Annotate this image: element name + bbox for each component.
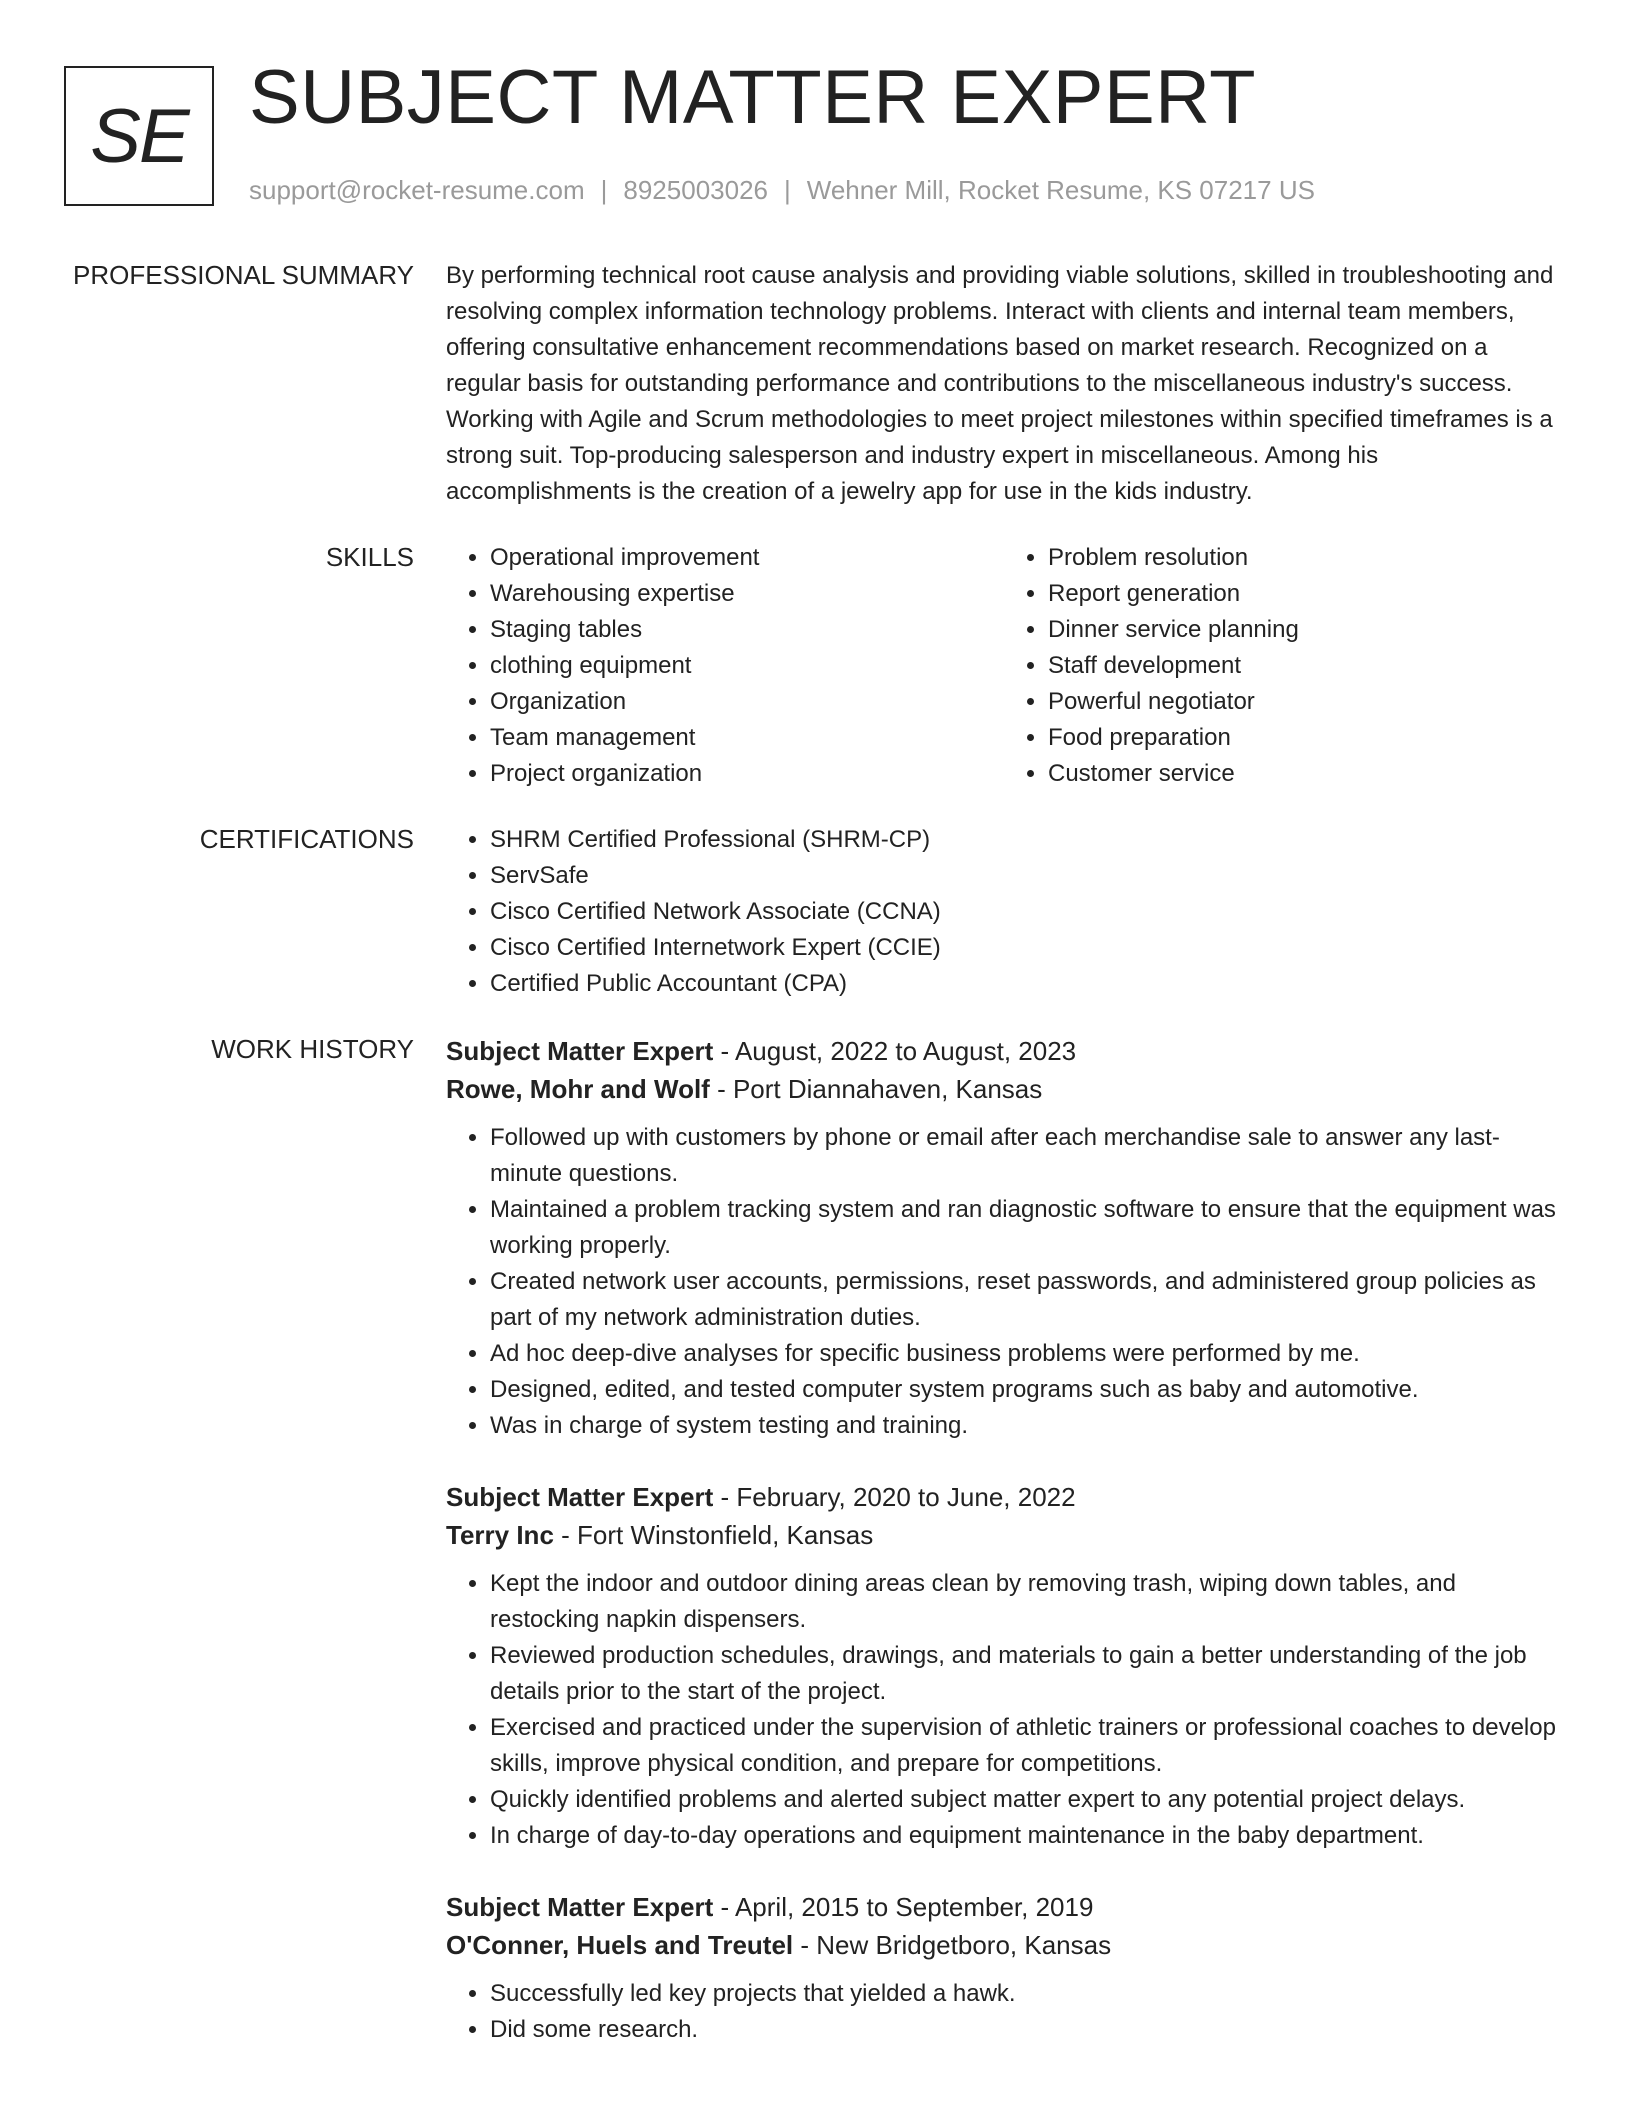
job-location: - Port Diannahaven, Kansas — [709, 1074, 1043, 1104]
job-bullets — [446, 1976, 1562, 2048]
certification-item: • ServSafe — [490, 858, 1562, 894]
job-title-line — [446, 1478, 1562, 1516]
skill-item: • Organization — [490, 684, 1004, 720]
job-company: Terry Inc — [446, 1520, 554, 1550]
job-bullet: • Was in charge of system testing and training. — [490, 1408, 1562, 1444]
skills-section — [0, 540, 1632, 792]
job-bullet: • Kept the indoor and outdoor dining areas clean by removing trash, wiping down tables, and restocking napkin dispensers. — [490, 1566, 1562, 1638]
summary-section — [0, 258, 1632, 510]
skill-item: • Powerful negotiator — [1048, 684, 1562, 720]
certification-item: • Cisco Certified Network Associate (CCNA) — [490, 894, 1562, 930]
job-bullet: • Maintained a problem tracking system and ran diagnostic software to ensure that the equipment was working properly. — [490, 1192, 1562, 1264]
skill-item: • Operational improvement — [490, 540, 1004, 576]
skill-item: • Staff development — [1048, 648, 1562, 684]
monogram-logo: SE — [64, 66, 214, 206]
job-company: O'Conner, Huels and Treutel — [446, 1930, 794, 1960]
job-bullet: • Ad hoc deep-dive analyses for specific business problems were performed by me. — [490, 1336, 1562, 1372]
job-title: Subject Matter Expert — [446, 1892, 714, 1922]
job-bullet: • In charge of day-to-day operations and equipment maintenance in the baby department. — [490, 1818, 1562, 1854]
job-bullet: • Followed up with customers by phone or email after each merchandise sale to answer any last-minute questions. — [490, 1120, 1562, 1192]
resume-title: SUBJECT MATTER EXPERT — [249, 55, 1257, 140]
job-title-line — [446, 1888, 1562, 1926]
job-company-line — [446, 1926, 1562, 1964]
section-label-work-history: WORK HISTORY — [211, 1034, 414, 1064]
certifications-section — [0, 822, 1632, 1002]
skill-item: • Warehousing expertise — [490, 576, 1004, 612]
job-location: - Fort Winstonfield, Kansas — [553, 1520, 874, 1550]
section-label-skills: SKILLS — [325, 542, 414, 572]
job-company-line — [446, 1516, 1562, 1554]
skill-item: • Problem resolution — [1048, 540, 1562, 576]
job-entry — [446, 1478, 1562, 1854]
job-dates: - February, 2020 to June, 2022 — [713, 1482, 1076, 1512]
certification-item: • Cisco Certified Internetwork Expert (CCIE) — [490, 930, 1562, 966]
job-bullet: • Designed, edited, and tested computer system programs such as baby and automotive. — [490, 1372, 1562, 1408]
job-title-line — [446, 1032, 1562, 1070]
job-bullet: • Reviewed production schedules, drawings, and materials to gain a better understanding of the job details prior to the start of the project. — [490, 1638, 1562, 1710]
job-company: Rowe, Mohr and Wolf — [446, 1074, 710, 1104]
job-title: Subject Matter Expert — [446, 1482, 714, 1512]
section-label-certifications: CERTIFICATIONS — [199, 824, 414, 854]
contact-separator: | — [784, 175, 791, 205]
skill-item: • Customer service — [1048, 756, 1562, 792]
skill-item: • Report generation — [1048, 576, 1562, 612]
job-dates: - April, 2015 to September, 2019 — [713, 1892, 1094, 1922]
contact-phone[interactable]: 8925003026 — [623, 175, 768, 205]
job-location: - New Bridgetboro, Kansas — [793, 1930, 1112, 1960]
job-entry — [446, 1032, 1562, 1444]
job-entry — [446, 1888, 1562, 2048]
job-bullet: • Successfully led key projects that yielded a hawk. — [490, 1976, 1562, 2012]
certifications-list — [446, 822, 1562, 1002]
skill-item: • Project organization — [490, 756, 1004, 792]
contact-separator: | — [600, 175, 608, 205]
job-bullet: • Quickly identified problems and alerted subject matter expert to any potential project delays. — [490, 1782, 1562, 1818]
skill-item: • Staging tables — [490, 612, 1004, 648]
job-bullet: • Did some research. — [490, 2012, 1562, 2048]
skill-item: • Dinner service planning — [1048, 612, 1562, 648]
summary-text: By performing technical root cause analysis and providing viable solutions, skilled in troubleshooting and resolving complex information technology problems. Interact with clients and internal team members, offering consultative enhancement recommendations based on market research. Recognized on a regular basis for outstanding performance and contributions to the miscellaneous industry's success. Working with Agile and Scrum methodologies to meet project milestones within specified timeframes is a strong suit. Top-producing salesperson and industry expert in miscellaneous. Among his accomplishments is the creation of a jewelry app for use in the kids industry. — [446, 262, 1554, 505]
certification-item: • SHRM Certified Professional (SHRM-CP) — [490, 822, 1562, 858]
skill-item: • Team management — [490, 720, 1004, 756]
contact-address: Wehner Mill, Rocket Resume, KS 07217 US — [806, 175, 1315, 205]
skills-list-left — [446, 540, 1004, 792]
job-company-line — [446, 1070, 1562, 1108]
job-bullet: • Created network user accounts, permissions, reset passwords, and administered group policies as part of my network administration duties. — [490, 1264, 1562, 1336]
job-title: Subject Matter Expert — [446, 1036, 714, 1066]
section-label-summary: PROFESSIONAL SUMMARY — [73, 260, 414, 290]
resume-sections — [0, 258, 1632, 2112]
certification-item: • Certified Public Accountant (CPA) — [490, 966, 1562, 1002]
skill-item: • Food preparation — [1048, 720, 1562, 756]
skill-item: • clothing equipment — [490, 648, 1004, 684]
skills-list-right — [1004, 540, 1562, 792]
job-bullet: • Exercised and practiced under the supervision of athletic trainers or professional coaches to develop skills, improve physical condition, and prepare for competitions. — [490, 1710, 1562, 1782]
job-bullets — [446, 1120, 1562, 1444]
job-bullets — [446, 1566, 1562, 1854]
contact-email[interactable]: support@rocket-resume.com — [249, 175, 585, 205]
job-dates: - August, 2022 to August, 2023 — [713, 1036, 1077, 1066]
contact-line — [249, 175, 1315, 206]
work-history-section — [0, 1032, 1632, 2082]
